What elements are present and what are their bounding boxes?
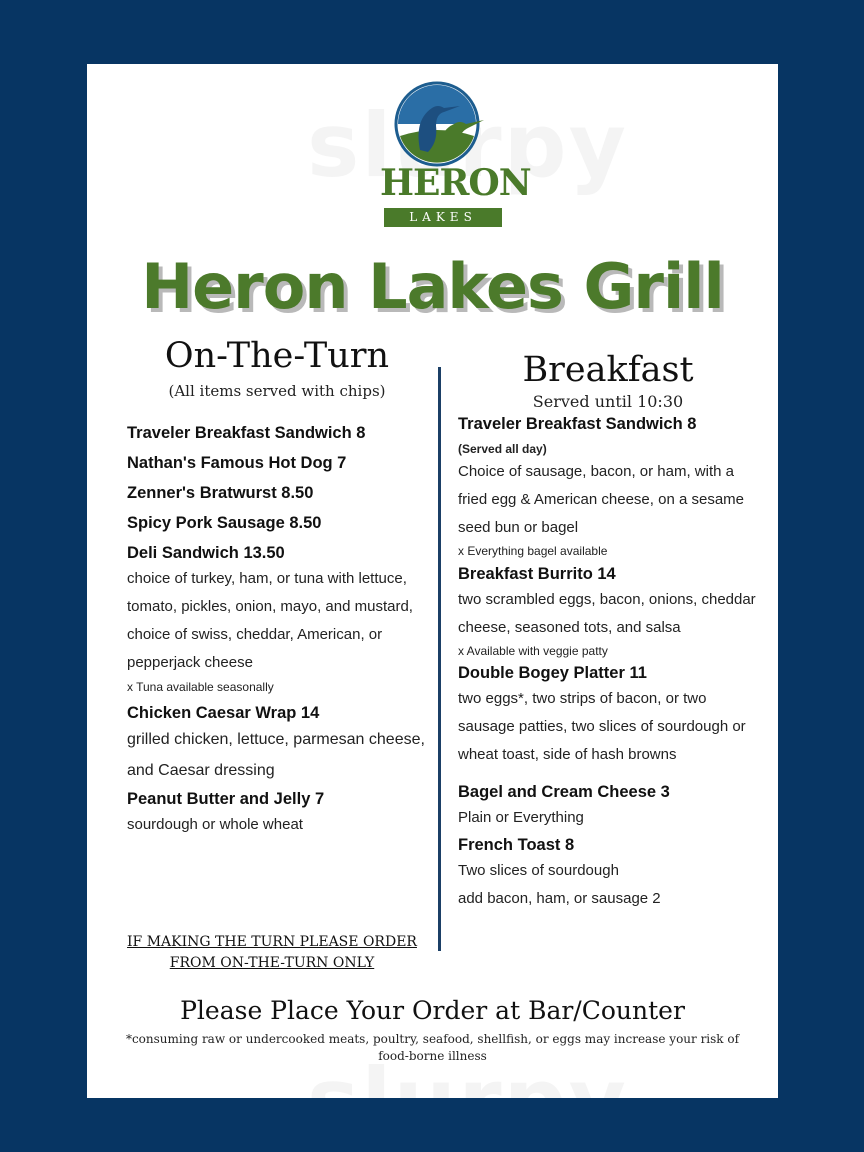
on-the-turn-subtitle: (All items served with chips) — [168, 382, 386, 400]
menu-item-name: Zenner's Bratwurst 8.50 — [127, 484, 314, 502]
menu-item-qualifier: (Served all day) — [458, 442, 547, 456]
menu-item-name: French Toast 8 — [458, 836, 575, 854]
menu-sheet — [87, 64, 778, 1098]
menu-item-name: Chicken Caesar Wrap 14 — [127, 704, 320, 722]
menu-item-name: Deli Sandwich 13.50 — [127, 544, 285, 562]
menu-item-description: choice of turkey, ham, or tuna with lettuce, tomato, pickles, onion, mayo, and mustard, choice of swiss, cheddar, American, or pepperjack cheese — [127, 570, 413, 671]
menu-item-description: grilled chicken, lettuce, parmesan cheese, and Caesar dressing — [127, 731, 425, 779]
heron-logo — [380, 80, 531, 224]
breakfast-section — [458, 350, 758, 913]
breakfast-subtitle: Served until 10:30 — [532, 392, 684, 411]
order-instructions: Please Place Your Order at Bar/Counter — [180, 996, 685, 1025]
on-the-turn-section — [127, 336, 427, 839]
on-the-turn-title: On-The-Turn — [164, 336, 390, 376]
logo-sub: LAKES — [384, 208, 502, 227]
food-safety-disclaimer: *consuming raw or undercooked meats, poultry, seafood, shellfish, or eggs may increase your risk of food-borne illness — [125, 1032, 740, 1063]
breakfast-title: Breakfast — [522, 350, 694, 390]
menu-item-description: Plain or Everything — [458, 809, 584, 826]
menu-item-note: x Everything bagel available — [458, 544, 608, 558]
menu-item-description: Choice of sausage, bacon, or ham, with a fried egg & American cheese, on a sesame seed bun or bagel — [458, 463, 744, 536]
menu-item-name: Traveler Breakfast Sandwich 8 — [458, 415, 697, 433]
menu-item-note: x Available with veggie patty — [458, 644, 608, 658]
page-title: Heron Lakes Grill — [141, 250, 724, 323]
heron-logo-icon — [380, 80, 506, 170]
menu-item-name: Nathan's Famous Hot Dog 7 — [127, 454, 347, 472]
menu-item-description: two scrambled eggs, bacon, onions, cheddar cheese, seasoned tots, and salsa — [458, 591, 756, 636]
menu-item-description: sourdough or whole wheat — [127, 816, 303, 833]
logo-name: HERON — [380, 162, 531, 204]
menu-item-name: Peanut Butter and Jelly 7 — [127, 790, 325, 808]
menu-item-addon: add bacon, ham, or sausage 2 — [458, 890, 661, 907]
menu-item-name: Traveler Breakfast Sandwich 8 — [127, 424, 366, 442]
menu-item-description: two eggs*, two strips of bacon, or two sausage patties, two slices of sourdough or wheat toast, side of hash browns — [458, 690, 746, 763]
column-divider — [438, 367, 441, 951]
menu-item-note: x Tuna available seasonally — [127, 680, 274, 694]
menu-item-description: Two slices of sourdough — [458, 862, 619, 879]
menu-item-name: Spicy Pork Sausage 8.50 — [127, 514, 322, 532]
menu-item-name: Breakfast Burrito 14 — [458, 565, 616, 583]
menu-item-name: Bagel and Cream Cheese 3 — [458, 783, 670, 801]
turn-note: IF MAKING THE TURN PLEASE ORDER FROM ON-THE-TURN ONLY — [127, 934, 417, 971]
menu-item-name: Double Bogey Platter 11 — [458, 664, 647, 682]
